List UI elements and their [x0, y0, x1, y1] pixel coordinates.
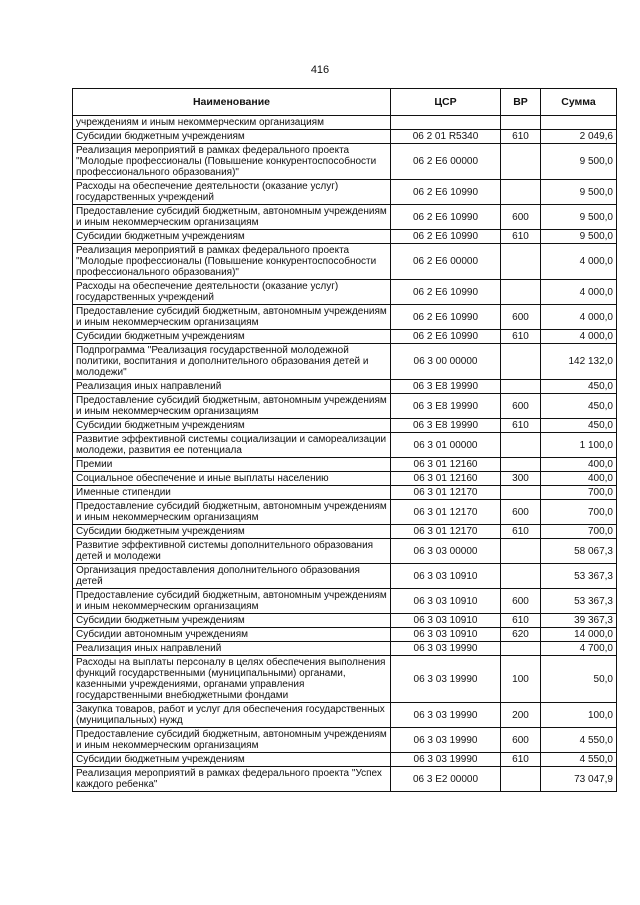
cell-vr: 610 [501, 753, 541, 767]
table-row [73, 486, 617, 500]
cell-vr: 610 [501, 330, 541, 344]
header-csr: ЦСР [391, 89, 501, 116]
table-row [73, 394, 617, 419]
cell-csr: 06 3 03 00000 [391, 539, 501, 564]
cell-sum: 400,0 [541, 458, 617, 472]
cell-sum: 700,0 [541, 500, 617, 525]
table-row [73, 180, 617, 205]
cell-name: Организация предоставления дополнительного образования детей [73, 564, 391, 589]
table-row [73, 589, 617, 614]
table-row [73, 116, 617, 130]
cell-name: Предоставление субсидий бюджетным, автономным учреждениям и иным некоммерческим организациям [73, 305, 391, 330]
cell-sum: 450,0 [541, 380, 617, 394]
cell-name: Реализация мероприятий в рамках федерального проекта "Молодые профессионалы (Повышение конкурентоспособности профессионального образования)" [73, 144, 391, 180]
cell-vr [501, 433, 541, 458]
cell-name: Субсидии бюджетным учреждениям [73, 614, 391, 628]
cell-csr: 06 3 03 19990 [391, 728, 501, 753]
cell-csr: 06 3 01 12170 [391, 500, 501, 525]
cell-vr: 600 [501, 728, 541, 753]
cell-name: Субсидии автономным учреждениям [73, 628, 391, 642]
cell-csr: 06 2 E6 10990 [391, 180, 501, 205]
table-row [73, 703, 617, 728]
cell-name: Субсидии бюджетным учреждениям [73, 230, 391, 244]
table-body [73, 116, 617, 792]
cell-name: Закупка товаров, работ и услуг для обеспечения государственных (муниципальных) нужд [73, 703, 391, 728]
cell-csr: 06 3 03 19990 [391, 642, 501, 656]
cell-name: Предоставление субсидий бюджетным, автономным учреждениям и иным некоммерческим организациям [73, 394, 391, 419]
cell-vr: 610 [501, 614, 541, 628]
cell-csr: 06 2 E6 00000 [391, 244, 501, 280]
header-name: Наименование [73, 89, 391, 116]
cell-csr: 06 2 E6 10990 [391, 280, 501, 305]
cell-vr: 600 [501, 589, 541, 614]
cell-name: Предоставление субсидий бюджетным, автономным учреждениям и иным некоммерческим организациям [73, 728, 391, 753]
cell-vr: 600 [501, 305, 541, 330]
cell-sum: 450,0 [541, 394, 617, 419]
table-header-row [73, 89, 617, 116]
cell-csr: 06 3 03 10910 [391, 564, 501, 589]
table-row [73, 656, 617, 703]
page-number: 416 [310, 64, 330, 76]
cell-vr [501, 116, 541, 130]
table-row [73, 564, 617, 589]
cell-csr [391, 116, 501, 130]
cell-sum: 4 700,0 [541, 642, 617, 656]
table-row [73, 433, 617, 458]
cell-name: Расходы на выплаты персоналу в целях обеспечения выполнения функций государственными (муниципальными) органами, казенными учреждениями, органами управления государственными внебюджетными фондами [73, 656, 391, 703]
cell-csr: 06 3 E8 19990 [391, 394, 501, 419]
table-row [73, 458, 617, 472]
cell-name: Именные стипендии [73, 486, 391, 500]
cell-name: Расходы на обеспечение деятельности (оказание услуг) государственных учреждений [73, 180, 391, 205]
budget-table [72, 88, 617, 792]
cell-vr: 300 [501, 472, 541, 486]
cell-vr: 100 [501, 656, 541, 703]
cell-vr [501, 486, 541, 500]
cell-csr: 06 3 01 00000 [391, 433, 501, 458]
cell-vr [501, 458, 541, 472]
cell-sum: 2 049,6 [541, 130, 617, 144]
cell-sum [541, 116, 617, 130]
cell-csr: 06 3 01 12160 [391, 472, 501, 486]
cell-name: Подпрограмма "Реализация государственной молодежной политики, воспитания и дополнительного образования детей и молодежи" [73, 344, 391, 380]
cell-sum: 14 000,0 [541, 628, 617, 642]
cell-vr [501, 380, 541, 394]
cell-vr [501, 144, 541, 180]
table-row [73, 344, 617, 380]
cell-sum: 1 100,0 [541, 433, 617, 458]
cell-vr [501, 642, 541, 656]
cell-name: учреждениям и иным некоммерческим организациям [73, 116, 391, 130]
cell-vr [501, 280, 541, 305]
cell-csr: 06 3 03 10910 [391, 589, 501, 614]
table-row [73, 539, 617, 564]
cell-sum: 58 067,3 [541, 539, 617, 564]
cell-sum: 4 000,0 [541, 244, 617, 280]
table-row [73, 614, 617, 628]
cell-vr [501, 244, 541, 280]
cell-name: Премии [73, 458, 391, 472]
cell-csr: 06 2 E6 10990 [391, 205, 501, 230]
cell-sum: 4 000,0 [541, 280, 617, 305]
header-sum: Сумма [541, 89, 617, 116]
table-row [73, 500, 617, 525]
cell-name: Реализация иных направлений [73, 380, 391, 394]
cell-sum: 53 367,3 [541, 589, 617, 614]
table-row [73, 330, 617, 344]
cell-sum: 9 500,0 [541, 180, 617, 205]
cell-csr: 06 3 00 00000 [391, 344, 501, 380]
table-row [73, 380, 617, 394]
cell-csr: 06 2 E6 10990 [391, 305, 501, 330]
cell-vr [501, 180, 541, 205]
cell-name: Предоставление субсидий бюджетным, автономным учреждениям и иным некоммерческим организациям [73, 500, 391, 525]
cell-sum: 4 000,0 [541, 330, 617, 344]
cell-name: Реализация мероприятий в рамках федерального проекта "Молодые профессионалы (Повышение конкурентоспособности профессионального образования)" [73, 244, 391, 280]
cell-name: Расходы на обеспечение деятельности (оказание услуг) государственных учреждений [73, 280, 391, 305]
cell-sum: 9 500,0 [541, 230, 617, 244]
cell-name: Субсидии бюджетным учреждениям [73, 525, 391, 539]
cell-vr [501, 344, 541, 380]
cell-name: Субсидии бюджетным учреждениям [73, 419, 391, 433]
cell-vr: 610 [501, 525, 541, 539]
cell-name: Социальное обеспечение и иные выплаты населению [73, 472, 391, 486]
cell-vr: 610 [501, 419, 541, 433]
cell-name: Субсидии бюджетным учреждениям [73, 753, 391, 767]
cell-sum: 9 500,0 [541, 144, 617, 180]
cell-name: Субсидии бюджетным учреждениям [73, 130, 391, 144]
cell-name: Предоставление субсидий бюджетным, автономным учреждениям и иным некоммерческим организациям [73, 589, 391, 614]
cell-csr: 06 3 03 10910 [391, 628, 501, 642]
cell-name: Развитие эффективной системы дополнительного образования детей и молодежи [73, 539, 391, 564]
table-row [73, 767, 617, 792]
cell-sum: 39 367,3 [541, 614, 617, 628]
cell-sum: 142 132,0 [541, 344, 617, 380]
table-row [73, 642, 617, 656]
table-row [73, 628, 617, 642]
cell-vr: 600 [501, 500, 541, 525]
cell-vr [501, 564, 541, 589]
cell-name: Субсидии бюджетным учреждениям [73, 330, 391, 344]
cell-csr: 06 3 03 19990 [391, 753, 501, 767]
table-row [73, 205, 617, 230]
cell-csr: 06 2 E6 10990 [391, 230, 501, 244]
table-row [73, 419, 617, 433]
table-row [73, 144, 617, 180]
cell-csr: 06 3 03 19990 [391, 703, 501, 728]
cell-name: Реализация иных направлений [73, 642, 391, 656]
cell-sum: 700,0 [541, 525, 617, 539]
cell-csr: 06 3 E2 00000 [391, 767, 501, 792]
cell-sum: 53 367,3 [541, 564, 617, 589]
cell-csr: 06 3 E8 19990 [391, 419, 501, 433]
header-vr: ВР [501, 89, 541, 116]
cell-sum: 700,0 [541, 486, 617, 500]
cell-csr: 06 3 03 10910 [391, 614, 501, 628]
table-row [73, 753, 617, 767]
table-row [73, 525, 617, 539]
cell-csr: 06 3 01 12170 [391, 525, 501, 539]
cell-vr: 200 [501, 703, 541, 728]
cell-sum: 50,0 [541, 656, 617, 703]
cell-csr: 06 3 01 12160 [391, 458, 501, 472]
table-row [73, 472, 617, 486]
cell-sum: 100,0 [541, 703, 617, 728]
cell-sum: 4 000,0 [541, 305, 617, 330]
cell-name: Предоставление субсидий бюджетным, автономным учреждениям и иным некоммерческим организациям [73, 205, 391, 230]
cell-vr: 610 [501, 230, 541, 244]
cell-csr: 06 2 E6 00000 [391, 144, 501, 180]
table-row [73, 130, 617, 144]
cell-vr: 610 [501, 130, 541, 144]
cell-name: Реализация мероприятий в рамках федерального проекта "Успех каждого ребенка" [73, 767, 391, 792]
table-row [73, 728, 617, 753]
cell-csr: 06 2 E6 10990 [391, 330, 501, 344]
cell-vr [501, 539, 541, 564]
cell-vr: 620 [501, 628, 541, 642]
cell-vr: 600 [501, 394, 541, 419]
table-row [73, 305, 617, 330]
cell-sum: 400,0 [541, 472, 617, 486]
cell-name: Развитие эффективной системы социализации и самореализации молодежи, развития ее потенциала [73, 433, 391, 458]
table-row [73, 244, 617, 280]
cell-sum: 9 500,0 [541, 205, 617, 230]
cell-sum: 450,0 [541, 419, 617, 433]
cell-csr: 06 3 03 19990 [391, 656, 501, 703]
cell-vr: 600 [501, 205, 541, 230]
cell-sum: 4 550,0 [541, 753, 617, 767]
cell-sum: 73 047,9 [541, 767, 617, 792]
cell-sum: 4 550,0 [541, 728, 617, 753]
cell-vr [501, 767, 541, 792]
cell-csr: 06 2 01 R5340 [391, 130, 501, 144]
table-row [73, 280, 617, 305]
cell-csr: 06 3 E8 19990 [391, 380, 501, 394]
cell-csr: 06 3 01 12170 [391, 486, 501, 500]
table-row [73, 230, 617, 244]
